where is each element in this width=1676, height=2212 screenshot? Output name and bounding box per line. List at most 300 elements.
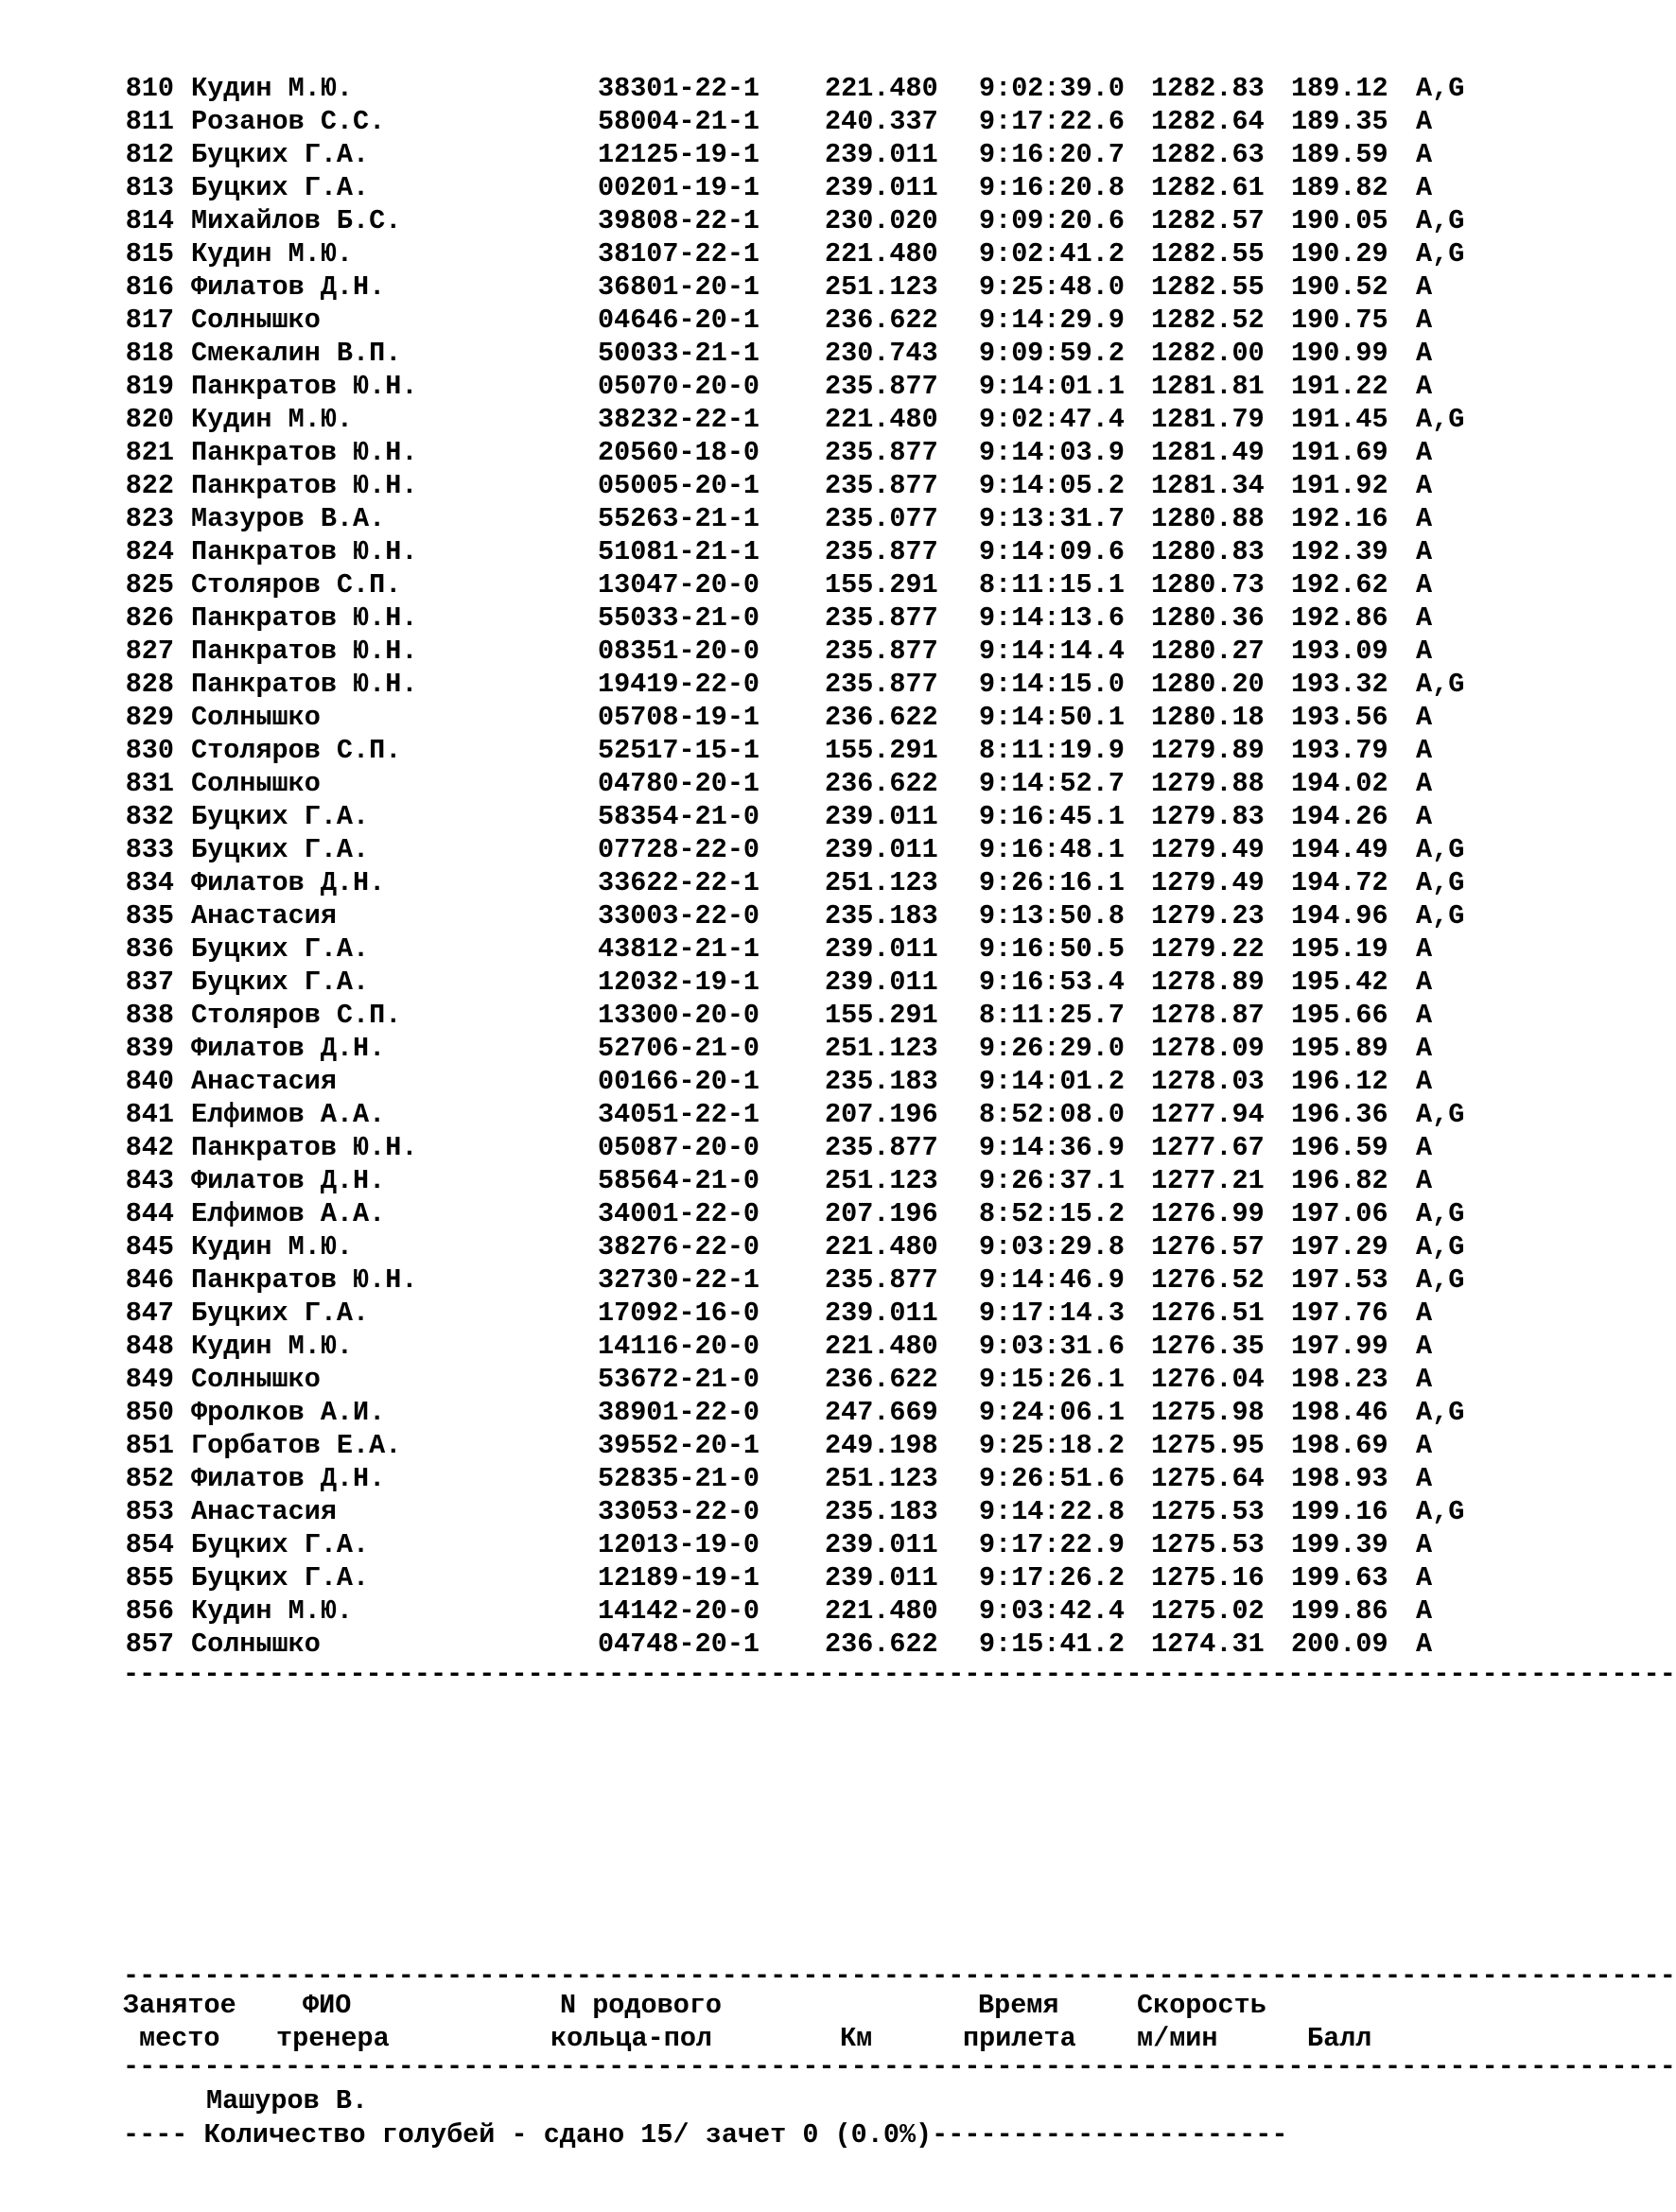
ring-number-cell: 51081-21-1 bbox=[598, 536, 760, 567]
flags-cell: A,G bbox=[1416, 834, 1465, 865]
speed-cell: 1275.53 bbox=[1151, 1529, 1265, 1560]
flags-cell: A bbox=[1416, 139, 1433, 170]
summary-prefix: ---- bbox=[123, 2119, 188, 2151]
score-cell: 195.89 bbox=[1291, 1033, 1388, 1064]
flags-cell: A bbox=[1416, 1364, 1433, 1395]
ring-number-cell: 05070-20-0 bbox=[598, 371, 760, 402]
distance-km-cell: 239.011 bbox=[825, 967, 938, 998]
arrival-time-cell: 9:14:52.7 bbox=[979, 768, 1125, 799]
trainer-name-cell: Буцких Г.А. bbox=[191, 1562, 370, 1594]
ring-number-cell: 05005-20-1 bbox=[598, 470, 760, 501]
arrival-time-cell: 9:17:14.3 bbox=[979, 1298, 1125, 1329]
table-row bbox=[123, 866, 1510, 899]
arrival-time-cell: 9:09:59.2 bbox=[979, 338, 1125, 369]
trainer-name-cell: Солнышко bbox=[191, 1364, 321, 1395]
ring-number-cell: 33622-22-1 bbox=[598, 867, 760, 898]
score-cell: 189.35 bbox=[1291, 106, 1388, 137]
arrival-time-cell: 9:24:06.1 bbox=[979, 1397, 1125, 1428]
flags-cell: A bbox=[1416, 470, 1433, 501]
ring-number-cell: 52517-15-1 bbox=[598, 735, 760, 766]
place-cell: 849 bbox=[125, 1364, 174, 1395]
header-bottom-separator: ------------------------------------------------------------------------------------------------ bbox=[123, 2051, 1676, 2082]
flags-cell: A bbox=[1416, 1033, 1433, 1064]
ring-number-cell: 20560-18-0 bbox=[598, 437, 760, 468]
owner-block bbox=[123, 2084, 368, 2117]
flags-cell: A bbox=[1416, 801, 1433, 832]
speed-cell: 1275.98 bbox=[1151, 1397, 1265, 1428]
trainer-name-cell: Панкратов Ю.Н. bbox=[191, 536, 418, 567]
table-row bbox=[123, 635, 1510, 668]
score-cell: 197.06 bbox=[1291, 1198, 1388, 1229]
distance-km-cell: 207.196 bbox=[825, 1198, 938, 1229]
trainer-name-cell: Панкратов Ю.Н. bbox=[191, 1132, 418, 1163]
trainer-name-cell: Буцких Г.А. bbox=[191, 172, 370, 203]
score-cell: 197.99 bbox=[1291, 1331, 1388, 1362]
ring-number-cell: 38901-22-0 bbox=[598, 1397, 760, 1428]
table-row bbox=[123, 899, 1510, 932]
arrival-time-cell: 9:14:01.2 bbox=[979, 1066, 1125, 1097]
trainer-name-cell: Панкратов Ю.Н. bbox=[191, 1264, 418, 1296]
speed-cell: 1276.04 bbox=[1151, 1364, 1265, 1395]
distance-km-cell: 236.622 bbox=[825, 702, 938, 733]
score-cell: 194.02 bbox=[1291, 768, 1388, 799]
score-cell: 199.86 bbox=[1291, 1595, 1388, 1627]
header-name-2: тренера bbox=[276, 2023, 390, 2054]
speed-cell: 1278.89 bbox=[1151, 967, 1265, 998]
trainer-name-cell: Панкратов Ю.Н. bbox=[191, 636, 418, 667]
place-cell: 813 bbox=[125, 172, 174, 203]
arrival-time-cell: 9:03:29.8 bbox=[979, 1231, 1125, 1263]
score-cell: 190.29 bbox=[1291, 238, 1388, 270]
place-cell: 816 bbox=[125, 271, 174, 303]
speed-cell: 1278.09 bbox=[1151, 1033, 1265, 1064]
speed-cell: 1276.99 bbox=[1151, 1198, 1265, 1229]
table-row bbox=[123, 1528, 1510, 1561]
table-row bbox=[123, 966, 1510, 999]
score-cell: 197.29 bbox=[1291, 1231, 1388, 1263]
arrival-time-cell: 9:13:31.7 bbox=[979, 503, 1125, 534]
score-cell: 198.93 bbox=[1291, 1463, 1388, 1494]
distance-km-cell: 155.291 bbox=[825, 1000, 938, 1031]
place-cell: 832 bbox=[125, 801, 174, 832]
distance-km-cell: 235.877 bbox=[825, 437, 938, 468]
table-row bbox=[123, 105, 1510, 138]
distance-km-cell: 207.196 bbox=[825, 1099, 938, 1130]
place-cell: 826 bbox=[125, 602, 174, 634]
score-cell: 190.75 bbox=[1291, 305, 1388, 336]
arrival-time-cell: 9:14:14.4 bbox=[979, 636, 1125, 667]
speed-cell: 1282.52 bbox=[1151, 305, 1265, 336]
score-cell: 196.59 bbox=[1291, 1132, 1388, 1163]
ring-number-cell: 05087-20-0 bbox=[598, 1132, 760, 1163]
table-row bbox=[123, 701, 1510, 734]
place-cell: 841 bbox=[125, 1099, 174, 1130]
distance-km-cell: 236.622 bbox=[825, 305, 938, 336]
score-cell: 191.69 bbox=[1291, 437, 1388, 468]
table-row bbox=[123, 304, 1510, 337]
trainer-name-cell: Панкратов Ю.Н. bbox=[191, 602, 418, 634]
flags-cell: A bbox=[1416, 1562, 1433, 1594]
trainer-name-cell: Кудин М.Ю. bbox=[191, 1231, 354, 1263]
score-cell: 193.56 bbox=[1291, 702, 1388, 733]
table-row bbox=[123, 568, 1510, 601]
ring-number-cell: 04780-20-1 bbox=[598, 768, 760, 799]
header-ring-1: N родового bbox=[560, 1990, 723, 2021]
arrival-time-cell: 9:09:20.6 bbox=[979, 205, 1125, 236]
place-cell: 851 bbox=[125, 1430, 174, 1461]
score-cell: 190.05 bbox=[1291, 205, 1388, 236]
results-table bbox=[123, 72, 1510, 1661]
distance-km-cell: 230.020 bbox=[825, 205, 938, 236]
flags-cell: A,G bbox=[1416, 669, 1465, 700]
flags-cell: A bbox=[1416, 106, 1433, 137]
table-row bbox=[123, 1197, 1510, 1230]
speed-cell: 1275.64 bbox=[1151, 1463, 1265, 1494]
trainer-name-cell: Столяров С.П. bbox=[191, 569, 402, 601]
arrival-time-cell: 9:14:50.1 bbox=[979, 702, 1125, 733]
table-row bbox=[123, 767, 1510, 800]
score-cell: 194.49 bbox=[1291, 834, 1388, 865]
ring-number-cell: 43812-21-1 bbox=[598, 933, 760, 965]
flags-cell: A bbox=[1416, 1165, 1433, 1196]
place-cell: 835 bbox=[125, 900, 174, 932]
trainer-name-cell: Смекалин В.П. bbox=[191, 338, 402, 369]
arrival-time-cell: 9:26:51.6 bbox=[979, 1463, 1125, 1494]
arrival-time-cell: 9:14:09.6 bbox=[979, 536, 1125, 567]
flags-cell: A bbox=[1416, 271, 1433, 303]
ring-number-cell: 39552-20-1 bbox=[598, 1430, 760, 1461]
table-row bbox=[123, 1131, 1510, 1164]
arrival-time-cell: 9:26:16.1 bbox=[979, 867, 1125, 898]
distance-km-cell: 239.011 bbox=[825, 1529, 938, 1560]
place-cell: 833 bbox=[125, 834, 174, 865]
trainer-name-cell: Панкратов Ю.Н. bbox=[191, 371, 418, 402]
ring-number-cell: 52835-21-0 bbox=[598, 1463, 760, 1494]
ring-number-cell: 13047-20-0 bbox=[598, 569, 760, 601]
arrival-time-cell: 9:26:29.0 bbox=[979, 1033, 1125, 1064]
trainer-name-cell: Фролков А.И. bbox=[191, 1397, 386, 1428]
distance-km-cell: 235.183 bbox=[825, 1496, 938, 1527]
table-row bbox=[123, 1495, 1510, 1528]
flags-cell: A bbox=[1416, 371, 1433, 402]
arrival-time-cell: 8:11:25.7 bbox=[979, 1000, 1125, 1031]
trainer-name-cell: Буцких Г.А. bbox=[191, 801, 370, 832]
distance-km-cell: 247.669 bbox=[825, 1397, 938, 1428]
ring-number-cell: 04748-20-1 bbox=[598, 1629, 760, 1660]
trainer-name-cell: Анастасия bbox=[191, 1496, 337, 1527]
flags-cell: A,G bbox=[1416, 238, 1465, 270]
arrival-time-cell: 9:26:37.1 bbox=[979, 1165, 1125, 1196]
table-row bbox=[123, 1330, 1510, 1363]
trainer-name-cell: Панкратов Ю.Н. bbox=[191, 470, 418, 501]
summary-text: Количество голубей - сдано 15/ зачет 0 (0.0%) bbox=[203, 2119, 933, 2151]
arrival-time-cell: 9:14:15.0 bbox=[979, 669, 1125, 700]
flags-cell: A,G bbox=[1416, 1397, 1465, 1428]
score-cell: 197.53 bbox=[1291, 1264, 1388, 1296]
distance-km-cell: 235.877 bbox=[825, 1264, 938, 1296]
score-cell: 193.09 bbox=[1291, 636, 1388, 667]
table-row bbox=[123, 833, 1510, 866]
trainer-name-cell: Розанов С.С. bbox=[191, 106, 386, 137]
score-cell: 197.76 bbox=[1291, 1298, 1388, 1329]
score-cell: 190.99 bbox=[1291, 338, 1388, 369]
trainer-name-cell: Буцких Г.А. bbox=[191, 1298, 370, 1329]
distance-km-cell: 235.183 bbox=[825, 900, 938, 932]
distance-km-cell: 235.877 bbox=[825, 636, 938, 667]
table-row bbox=[123, 204, 1510, 237]
speed-cell: 1282.64 bbox=[1151, 106, 1265, 137]
score-cell: 191.45 bbox=[1291, 404, 1388, 435]
score-cell: 193.79 bbox=[1291, 735, 1388, 766]
score-cell: 195.42 bbox=[1291, 967, 1388, 998]
ring-number-cell: 38301-22-1 bbox=[598, 73, 760, 104]
ring-number-cell: 36801-20-1 bbox=[598, 271, 760, 303]
header-name-1: ФИО bbox=[303, 1990, 352, 2021]
table-row bbox=[123, 1396, 1510, 1429]
distance-km-cell: 235.877 bbox=[825, 669, 938, 700]
flags-cell: A bbox=[1416, 1430, 1433, 1461]
arrival-time-cell: 9:17:22.6 bbox=[979, 106, 1125, 137]
ring-number-cell: 32730-22-1 bbox=[598, 1264, 760, 1296]
ring-number-cell: 53672-21-0 bbox=[598, 1364, 760, 1395]
ring-number-cell: 38107-22-1 bbox=[598, 238, 760, 270]
flags-cell: A,G bbox=[1416, 867, 1465, 898]
score-cell: 199.63 bbox=[1291, 1562, 1388, 1594]
owner-name-line bbox=[123, 2084, 368, 2117]
flags-cell: A bbox=[1416, 1000, 1433, 1031]
ring-number-cell: 12013-19-0 bbox=[598, 1529, 760, 1560]
speed-cell: 1276.51 bbox=[1151, 1298, 1265, 1329]
speed-cell: 1279.23 bbox=[1151, 900, 1265, 932]
arrival-time-cell: 9:14:22.8 bbox=[979, 1496, 1125, 1527]
trainer-name-cell: Филатов Д.Н. bbox=[191, 867, 386, 898]
speed-cell: 1280.83 bbox=[1151, 536, 1265, 567]
distance-km-cell: 235.877 bbox=[825, 371, 938, 402]
table-row bbox=[123, 1297, 1510, 1330]
distance-km-cell: 235.877 bbox=[825, 1132, 938, 1163]
distance-km-cell: 235.877 bbox=[825, 470, 938, 501]
place-cell: 840 bbox=[125, 1066, 174, 1097]
table-row bbox=[123, 1164, 1510, 1197]
header-speed-2: м/мин bbox=[1137, 2023, 1218, 2054]
arrival-time-cell: 9:16:48.1 bbox=[979, 834, 1125, 865]
ring-number-cell: 17092-16-0 bbox=[598, 1298, 760, 1329]
table-row bbox=[123, 436, 1510, 469]
table-row bbox=[123, 1462, 1510, 1495]
ring-number-cell: 14116-20-0 bbox=[598, 1331, 760, 1362]
ring-number-cell: 12189-19-1 bbox=[598, 1562, 760, 1594]
place-cell: 852 bbox=[125, 1463, 174, 1494]
speed-cell: 1282.61 bbox=[1151, 172, 1265, 203]
arrival-time-cell: 9:14:36.9 bbox=[979, 1132, 1125, 1163]
score-cell: 196.36 bbox=[1291, 1099, 1388, 1130]
owner-name: Машуров В. bbox=[206, 2085, 369, 2116]
flags-cell: A bbox=[1416, 933, 1433, 965]
flags-cell: A bbox=[1416, 1066, 1433, 1097]
score-cell: 190.52 bbox=[1291, 271, 1388, 303]
ring-number-cell: 38232-22-1 bbox=[598, 404, 760, 435]
speed-cell: 1279.83 bbox=[1151, 801, 1265, 832]
speed-cell: 1279.22 bbox=[1151, 933, 1265, 965]
flags-cell: A,G bbox=[1416, 1264, 1465, 1296]
arrival-time-cell: 9:14:05.2 bbox=[979, 470, 1125, 501]
arrival-time-cell: 9:02:47.4 bbox=[979, 404, 1125, 435]
speed-cell: 1282.83 bbox=[1151, 73, 1265, 104]
table-row bbox=[123, 1429, 1510, 1462]
distance-km-cell: 155.291 bbox=[825, 735, 938, 766]
speed-cell: 1279.88 bbox=[1151, 768, 1265, 799]
ring-number-cell: 33053-22-0 bbox=[598, 1496, 760, 1527]
score-cell: 199.39 bbox=[1291, 1529, 1388, 1560]
ring-number-cell: 33003-22-0 bbox=[598, 900, 760, 932]
speed-cell: 1275.16 bbox=[1151, 1562, 1265, 1594]
arrival-time-cell: 9:14:46.9 bbox=[979, 1264, 1125, 1296]
speed-cell: 1277.94 bbox=[1151, 1099, 1265, 1130]
arrival-time-cell: 9:14:01.1 bbox=[979, 371, 1125, 402]
speed-cell: 1279.49 bbox=[1151, 834, 1265, 865]
distance-km-cell: 249.198 bbox=[825, 1430, 938, 1461]
speed-cell: 1280.18 bbox=[1151, 702, 1265, 733]
distance-km-cell: 239.011 bbox=[825, 139, 938, 170]
header-score-2: Балл bbox=[1307, 2023, 1372, 2054]
ring-number-cell: 52706-21-0 bbox=[598, 1033, 760, 1064]
place-cell: 821 bbox=[125, 437, 174, 468]
flags-cell: A bbox=[1416, 305, 1433, 336]
trainer-name-cell: Буцких Г.А. bbox=[191, 1529, 370, 1560]
table-row bbox=[123, 1098, 1510, 1131]
table-row bbox=[123, 403, 1510, 436]
trainer-name-cell: Филатов Д.Н. bbox=[191, 271, 386, 303]
place-cell: 818 bbox=[125, 338, 174, 369]
table-row bbox=[123, 535, 1510, 568]
place-cell: 856 bbox=[125, 1595, 174, 1627]
distance-km-cell: 221.480 bbox=[825, 1595, 938, 1627]
speed-cell: 1280.73 bbox=[1151, 569, 1265, 601]
speed-cell: 1275.53 bbox=[1151, 1496, 1265, 1527]
trainer-name-cell: Елфимов А.А. bbox=[191, 1099, 386, 1130]
distance-km-cell: 235.077 bbox=[825, 503, 938, 534]
table-row bbox=[123, 1363, 1510, 1396]
summary-trailing-dashes: ---------------------- bbox=[932, 2119, 1288, 2151]
flags-cell: A bbox=[1416, 967, 1433, 998]
speed-cell: 1282.57 bbox=[1151, 205, 1265, 236]
flags-cell: A,G bbox=[1416, 1496, 1465, 1527]
place-cell: 830 bbox=[125, 735, 174, 766]
trainer-name-cell: Солнышко bbox=[191, 305, 321, 336]
arrival-time-cell: 9:15:41.2 bbox=[979, 1629, 1125, 1660]
table-row bbox=[123, 1230, 1510, 1263]
trainer-name-cell: Анастасия bbox=[191, 1066, 337, 1097]
ring-number-cell: 05708-19-1 bbox=[598, 702, 760, 733]
table-row bbox=[123, 1263, 1510, 1297]
table-row bbox=[123, 138, 1510, 171]
trainer-name-cell: Кудин М.Ю. bbox=[191, 1595, 354, 1627]
place-cell: 847 bbox=[125, 1298, 174, 1329]
ring-number-cell: 13300-20-0 bbox=[598, 1000, 760, 1031]
score-cell: 196.82 bbox=[1291, 1165, 1388, 1196]
distance-km-cell: 221.480 bbox=[825, 404, 938, 435]
distance-km-cell: 239.011 bbox=[825, 933, 938, 965]
arrival-time-cell: 9:14:13.6 bbox=[979, 602, 1125, 634]
ring-number-cell: 04646-20-1 bbox=[598, 305, 760, 336]
place-cell: 811 bbox=[125, 106, 174, 137]
arrival-time-cell: 9:16:53.4 bbox=[979, 967, 1125, 998]
arrival-time-cell: 9:16:20.8 bbox=[979, 172, 1125, 203]
table-row bbox=[123, 1628, 1510, 1661]
flags-cell: A bbox=[1416, 503, 1433, 534]
distance-km-cell: 239.011 bbox=[825, 172, 938, 203]
trainer-name-cell: Буцких Г.А. bbox=[191, 139, 370, 170]
ring-number-cell: 38276-22-0 bbox=[598, 1231, 760, 1263]
distance-km-cell: 221.480 bbox=[825, 1331, 938, 1362]
speed-cell: 1278.03 bbox=[1151, 1066, 1265, 1097]
flags-cell: A bbox=[1416, 1595, 1433, 1627]
header-time-1: Время bbox=[978, 1990, 1059, 2021]
table-row bbox=[123, 72, 1510, 105]
score-cell: 189.82 bbox=[1291, 172, 1388, 203]
flags-cell: A bbox=[1416, 768, 1433, 799]
flags-cell: A bbox=[1416, 172, 1433, 203]
pigeon-count-summary bbox=[123, 2118, 1287, 2151]
speed-cell: 1280.36 bbox=[1151, 602, 1265, 634]
score-cell: 200.09 bbox=[1291, 1629, 1388, 1660]
trainer-name-cell: Столяров С.П. bbox=[191, 1000, 402, 1031]
place-cell: 845 bbox=[125, 1231, 174, 1263]
speed-cell: 1277.21 bbox=[1151, 1165, 1265, 1196]
place-cell: 810 bbox=[125, 73, 174, 104]
table-row bbox=[123, 237, 1510, 270]
trainer-name-cell: Филатов Д.Н. bbox=[191, 1165, 386, 1196]
distance-km-cell: 221.480 bbox=[825, 1231, 938, 1263]
flags-cell: A,G bbox=[1416, 900, 1465, 932]
table-row bbox=[123, 1065, 1510, 1098]
speed-cell: 1281.49 bbox=[1151, 437, 1265, 468]
trainer-name-cell: Солнышко bbox=[191, 768, 321, 799]
flags-cell: A bbox=[1416, 1132, 1433, 1163]
place-cell: 848 bbox=[125, 1331, 174, 1362]
ring-number-cell: 19419-22-0 bbox=[598, 669, 760, 700]
table-row bbox=[123, 1032, 1510, 1065]
arrival-time-cell: 9:16:50.5 bbox=[979, 933, 1125, 965]
arrival-time-cell: 9:13:50.8 bbox=[979, 900, 1125, 932]
distance-km-cell: 221.480 bbox=[825, 73, 938, 104]
score-cell: 198.46 bbox=[1291, 1397, 1388, 1428]
arrival-time-cell: 9:25:48.0 bbox=[979, 271, 1125, 303]
place-cell: 837 bbox=[125, 967, 174, 998]
flags-cell: A bbox=[1416, 1529, 1433, 1560]
table-row bbox=[123, 337, 1510, 370]
trainer-name-cell: Филатов Д.Н. bbox=[191, 1033, 386, 1064]
header-speed-1: Скорость bbox=[1137, 1990, 1266, 2021]
place-cell: 842 bbox=[125, 1132, 174, 1163]
speed-cell: 1275.02 bbox=[1151, 1595, 1265, 1627]
place-cell: 817 bbox=[125, 305, 174, 336]
table-row bbox=[123, 800, 1510, 833]
header-km-2: Км bbox=[840, 2023, 873, 2054]
ring-number-cell: 00201-19-1 bbox=[598, 172, 760, 203]
place-cell: 815 bbox=[125, 238, 174, 270]
place-cell: 822 bbox=[125, 470, 174, 501]
table-row bbox=[123, 1561, 1510, 1594]
table-row bbox=[123, 1594, 1510, 1628]
table-row bbox=[123, 601, 1510, 635]
column-header bbox=[123, 1989, 1371, 2055]
distance-km-cell: 235.877 bbox=[825, 602, 938, 634]
ring-number-cell: 12032-19-1 bbox=[598, 967, 760, 998]
score-cell: 191.22 bbox=[1291, 371, 1388, 402]
speed-cell: 1282.55 bbox=[1151, 271, 1265, 303]
speed-cell: 1280.20 bbox=[1151, 669, 1265, 700]
